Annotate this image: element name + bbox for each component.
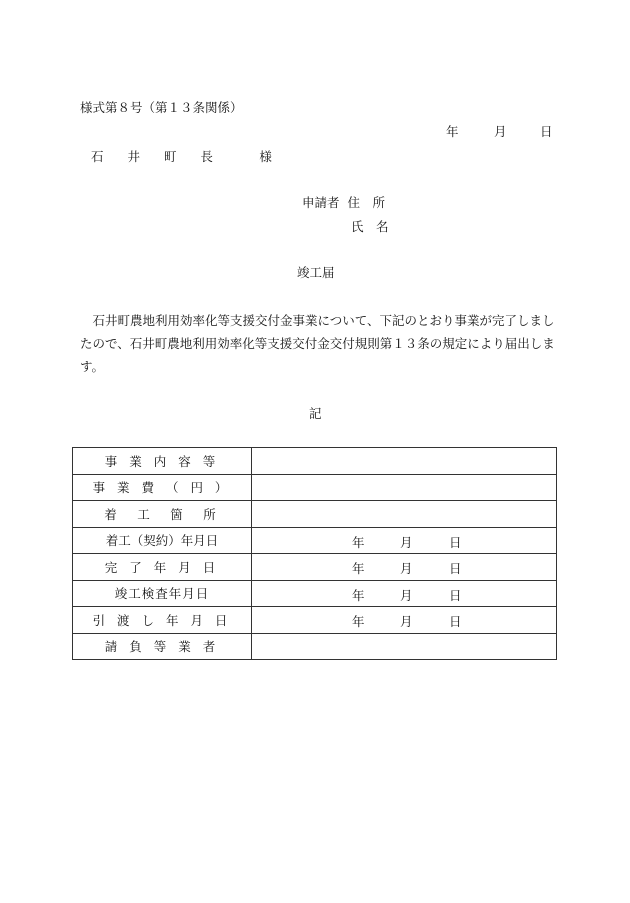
row-label: 事 業 費 （ 円 ）: [73, 474, 252, 501]
table-row: [73, 448, 557, 475]
row-value: [252, 474, 557, 501]
ki-heading: 記: [309, 406, 322, 421]
table-row: [73, 554, 557, 581]
date-month: 月: [400, 614, 413, 629]
addressee: 石 井 町 長 様: [91, 149, 282, 164]
table-row: [73, 527, 557, 554]
document-title: 竣工届: [297, 265, 335, 280]
date-day: 日: [449, 614, 462, 629]
table-row: [73, 607, 557, 634]
row-value: [252, 554, 557, 581]
table-row: [73, 633, 557, 660]
date-year: 年: [446, 124, 459, 139]
date-year: 年: [352, 587, 365, 603]
date-day: 日: [449, 561, 462, 576]
row-label: 請 負 等 業 者: [73, 633, 252, 660]
row-value: [252, 527, 557, 554]
table-row: [73, 501, 557, 528]
row-label: 完 了 年 月 日: [73, 554, 252, 581]
applicant-label: 申請者: [302, 195, 340, 210]
date-year: 年: [352, 614, 365, 629]
row-value: [252, 501, 557, 528]
date-day: 日: [540, 124, 553, 139]
body-paragraph: 石井町農地利用効率化等支援交付金事業について、下記のとおり事業が完了しましたので、石井町農地利用効率化等支援交付金交付規則第１３条の規定により届出します。: [80, 313, 555, 374]
row-label: 竣工検査年月日: [73, 580, 252, 607]
applicant-name-row: [351, 217, 389, 235]
date-month: 月: [494, 124, 507, 139]
applicant-address-row: [302, 193, 385, 211]
table-row: [73, 580, 557, 607]
date-month: 月: [400, 534, 413, 550]
date-month: 月: [400, 587, 413, 603]
name-label: 氏 名: [351, 219, 389, 234]
row-label: 事 業 内 容 等: [73, 448, 252, 475]
row-label: 着工（契約）年月日: [73, 527, 252, 554]
date-month: 月: [400, 561, 413, 576]
row-value: [252, 580, 557, 607]
details-table: [72, 447, 557, 660]
date-year: 年: [352, 534, 365, 550]
row-label: 着 工 箇 所: [73, 501, 252, 528]
row-value: [252, 633, 557, 660]
row-value: [252, 448, 557, 475]
date-day: 日: [449, 534, 462, 550]
date-year: 年: [352, 561, 365, 576]
table-row: [73, 474, 557, 501]
address-label: 住 所: [347, 195, 385, 210]
row-value: [252, 607, 557, 634]
submission-date: [446, 122, 553, 140]
date-day: 日: [449, 587, 462, 603]
form-number: 様式第８号（第１３条関係）: [80, 100, 243, 115]
row-label: 引 渡 し 年 月 日: [73, 607, 252, 634]
